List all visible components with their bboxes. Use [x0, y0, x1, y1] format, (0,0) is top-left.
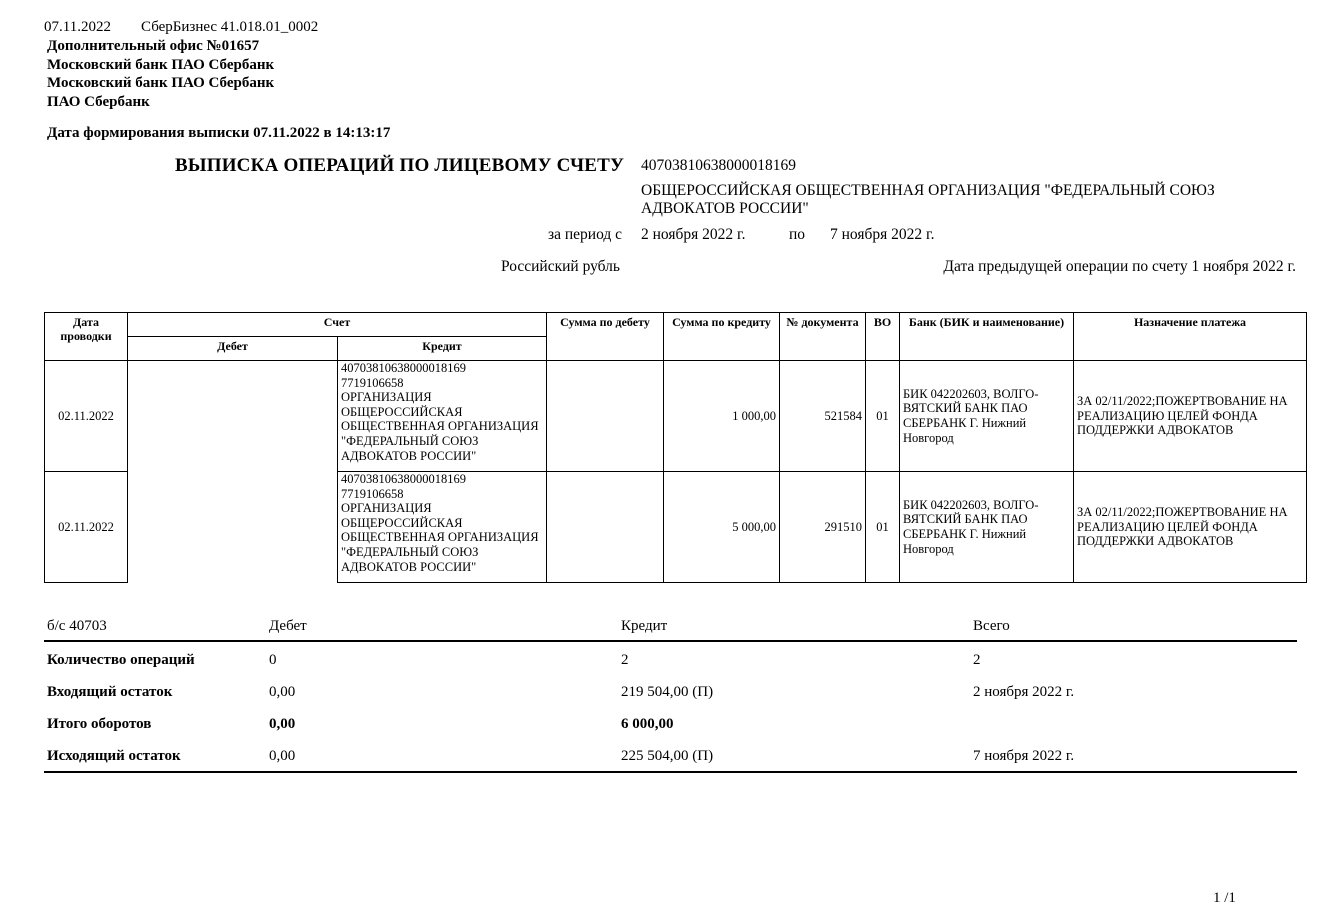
summary-col-debit: Дебет	[269, 618, 307, 634]
credit-line: ОБЩЕРОССИЙСКАЯ	[341, 515, 463, 530]
purpose-line: РЕАЛИЗАЦИЮ ЦЕЛЕЙ ФОНДА	[1077, 408, 1258, 423]
row-doc-number: 291510	[780, 472, 866, 583]
row-sum-debit	[547, 361, 664, 472]
summary-row	[44, 652, 1297, 672]
system-version: СберБизнес 41.018.01_0002	[141, 19, 319, 35]
org-name-line2: АДВОКАТОВ РОССИИ"	[641, 200, 809, 217]
header-debit: Дебет	[128, 337, 338, 361]
summary-row-total: 7 ноября 2022 г.	[973, 748, 1075, 764]
summary-account-label: б/с 40703	[47, 618, 107, 634]
bank-line: СБЕРБАНК Г. Нижний	[903, 416, 1027, 430]
account-number: 40703810638000018169	[641, 157, 796, 174]
purpose-line: ЗА 02/11/2022;ПОЖЕРТВОВАНИЕ НА	[1077, 394, 1288, 409]
summary-row-credit: 6 000,00	[621, 716, 674, 732]
statement-title: ВЫПИСКА ОПЕРАЦИЙ ПО ЛИЦЕВОМУ СЧЕТУ	[175, 155, 625, 176]
summary-row-label: Входящий остаток	[47, 684, 173, 700]
row-vo: 01	[866, 361, 900, 472]
period-label: за период с	[548, 226, 623, 243]
header-purpose: Назначение платежа	[1074, 313, 1307, 361]
bank-line: Новгород	[903, 430, 954, 445]
summary-row-debit: 0,00	[269, 716, 296, 732]
bank-line: Новгород	[903, 541, 954, 556]
purpose-line: ПОДДЕРЖКИ АДВОКАТОВ	[1077, 423, 1234, 438]
summary-row-total: 2	[973, 652, 981, 668]
purpose-line: ЗА 02/11/2022;ПОЖЕРТВОВАНИЕ НА	[1077, 505, 1288, 520]
summary-row-label: Итого оборотов	[47, 716, 152, 732]
row-bank	[900, 472, 1074, 583]
summary-row-debit: 0	[269, 652, 277, 668]
credit-line: АДВОКАТОВ РОССИИ"	[341, 448, 477, 463]
currency: Российский рубль	[501, 258, 620, 275]
summary-col-credit: Кредит	[621, 618, 668, 634]
summary-row-credit: 2	[621, 652, 629, 668]
header-account: Счет	[128, 313, 547, 337]
row-doc-number: 521584	[780, 361, 866, 472]
bank-line: БИК 042202603, ВОЛГО-	[903, 386, 1039, 401]
row-purpose	[1074, 361, 1307, 472]
summary-row-credit: 219 504,00 (П)	[621, 684, 714, 700]
summary-row	[44, 748, 1297, 768]
bank-name-3: ПАО Сбербанк	[47, 94, 150, 110]
bank-line: БИК 042202603, ВОЛГО-	[903, 497, 1039, 512]
summary-row-total: 2 ноября 2022 г.	[973, 684, 1075, 700]
row-vo: 01	[866, 472, 900, 583]
header-credit: Кредит	[338, 337, 547, 361]
credit-line: ОБЩЕРОССИЙСКАЯ	[341, 404, 463, 419]
period-from: 2 ноября 2022 г.	[641, 226, 746, 243]
bank-name-1: Московский банк ПАО Сбербанк	[47, 57, 275, 73]
credit-line: "ФЕДЕРАЛЬНЫЙ СОЮЗ	[341, 544, 479, 559]
formation-date: Дата формирования выписки 07.11.2022 в 14:13:17	[47, 125, 391, 141]
summary-row-label: Количество операций	[47, 652, 195, 668]
header-sum-debit: Сумма по дебету	[547, 313, 664, 361]
row-debit-account	[128, 361, 338, 472]
bank-line: ВЯТСКИЙ БАНК ПАО	[903, 512, 1028, 527]
credit-line: 40703810638000018169	[341, 361, 466, 375]
page-number: 1 /1	[1213, 890, 1236, 906]
summary-row	[44, 684, 1297, 704]
header-bank: Банк (БИК и наименование)	[900, 313, 1074, 361]
row-debit-account	[128, 472, 338, 583]
table-row	[45, 361, 1307, 472]
credit-line: ОРГАНИЗАЦИЯ	[341, 501, 432, 516]
bank-line: СБЕРБАНК Г. Нижний	[903, 527, 1027, 541]
previous-operation-date: Дата предыдущей операции по счету 1 ноября 2022 г.	[943, 258, 1296, 275]
credit-line: ОРГАНИЗАЦИЯ	[341, 390, 432, 405]
summary-header	[44, 618, 1297, 638]
summary-row-label: Исходящий остаток	[47, 748, 181, 764]
row-credit-account	[338, 472, 547, 583]
summary-col-total: Всего	[973, 618, 1010, 634]
summary-bottom-rule	[44, 771, 1297, 773]
bank-name-2: Московский банк ПАО Сбербанк	[47, 75, 275, 91]
header-sum-credit: Сумма по кредиту	[664, 313, 780, 361]
summary-row-debit: 0,00	[269, 748, 296, 764]
summary-row-debit: 0,00	[269, 684, 296, 700]
print-date: 07.11.2022	[44, 19, 111, 35]
summary-row	[44, 716, 1297, 736]
table-row	[45, 472, 1307, 583]
row-sum-credit: 1 000,00	[664, 361, 780, 472]
credit-line: 7719106658	[341, 486, 404, 501]
row-sum-credit: 5 000,00	[664, 472, 780, 583]
header-vo: ВО	[866, 313, 900, 361]
office-name: Дополнительный офис №01657	[47, 38, 260, 54]
credit-line: ОБЩЕСТВЕННАЯ ОРГАНИЗАЦИЯ	[341, 530, 539, 545]
period-to: 7 ноября 2022 г.	[830, 226, 935, 243]
bank-line: ВЯТСКИЙ БАНК ПАО	[903, 401, 1028, 416]
credit-line: ОБЩЕСТВЕННАЯ ОРГАНИЗАЦИЯ	[341, 419, 539, 434]
row-bank	[900, 361, 1074, 472]
header-date: Дата проводки	[45, 313, 128, 361]
row-purpose	[1074, 472, 1307, 583]
summary-row-credit: 225 504,00 (П)	[621, 748, 714, 764]
purpose-line: РЕАЛИЗАЦИЮ ЦЕЛЕЙ ФОНДА	[1077, 519, 1258, 534]
row-date: 02.11.2022	[45, 472, 128, 583]
credit-line: АДВОКАТОВ РОССИИ"	[341, 559, 477, 574]
row-sum-debit	[547, 472, 664, 583]
period-to-label: по	[789, 226, 806, 243]
header-doc-number: № документа	[780, 313, 866, 361]
org-name-line1: ОБЩЕРОССИЙСКАЯ ОБЩЕСТВЕННАЯ ОРГАНИЗАЦИЯ "ФЕДЕРАЛЬНЫЙ СОЮЗ	[641, 182, 1215, 199]
row-date: 02.11.2022	[45, 361, 128, 472]
summary-top-rule	[44, 640, 1297, 642]
row-credit-account	[338, 361, 547, 472]
purpose-line: ПОДДЕРЖКИ АДВОКАТОВ	[1077, 534, 1234, 549]
credit-line: 7719106658	[341, 375, 404, 390]
credit-line: "ФЕДЕРАЛЬНЫЙ СОЮЗ	[341, 433, 479, 448]
operations-table	[44, 312, 1307, 583]
credit-line: 40703810638000018169	[341, 472, 466, 486]
